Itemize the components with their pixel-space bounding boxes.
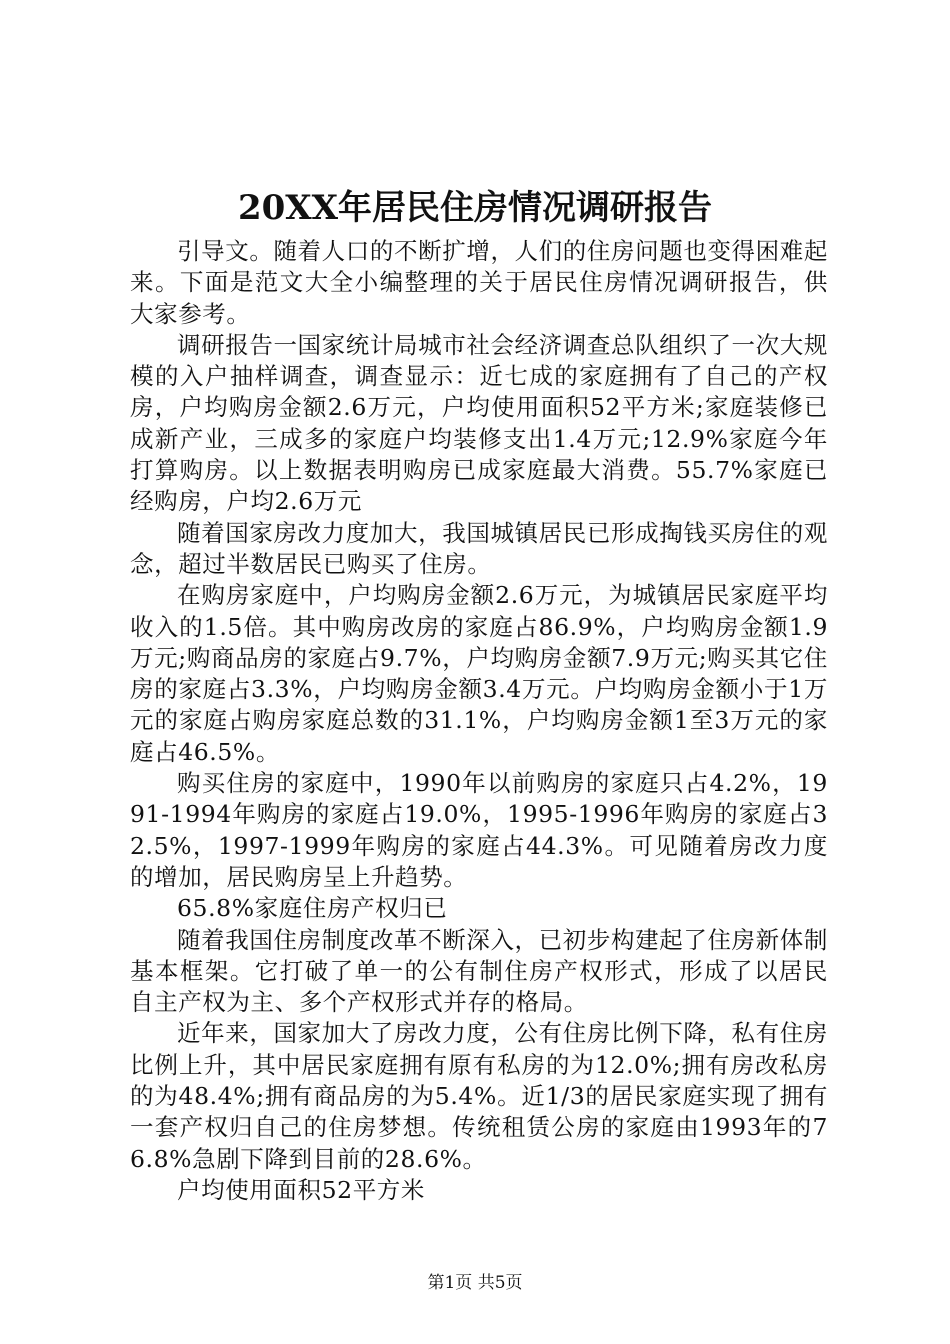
paragraph-purchase-years: 购买住房的家庭中，1990年以前购房的家庭只占4.2%，1991-1994年购房的家庭占19.0%，1995-1996年购房的家庭占32.5%，1997-1999年购房的家庭占44.3%。可见随着房改力度的增加，居民购房呈上升趋势。 xyxy=(130,769,828,891)
document-title: 20XX年居民住房情况调研报告 xyxy=(237,188,713,228)
paragraph-intro: 引导文。随着人口的不断扩增，人们的住房问题也变得困难起来。下面是范文大全小编整理的关于居民住房情况调研报告，供大家参考。 xyxy=(130,237,828,328)
document-body xyxy=(130,236,828,1206)
paragraph-housing-system: 随着我国住房制度改革不断深入，已初步构建起了住房新体制基本框架。它打破了单一的公有制住房产权形式，形成了以居民自主产权为主、多个产权形式并存的格局。 xyxy=(130,925,828,1017)
paragraph-purchase-amount: 在购房家庭中，户均购房金额2.6万元，为城镇居民家庭平均收入的1.5倍。其中购房改房的家庭占86.9%，户均购房金额1.9万元;购商品房的家庭占9.7%，户均购房金额7.9万元;购买其它住房的家庭占3.3%，户均购房金额3.4万元。户均购房金额小于1万元的家庭占购房家庭总数的31.1%，户均购房金额1至3万元的家庭占46.5%。 xyxy=(130,581,828,766)
paragraph-heading-area: 户均使用面积52平方米 xyxy=(177,1175,426,1204)
page-footer: 第1页 共5页 xyxy=(427,1273,523,1293)
paragraph-reform: 随着国家房改力度加大，我国城镇居民已形成掏钱买房住的观念，超过半数居民已购买了住房。 xyxy=(130,518,828,578)
paragraph-private-housing: 近年来，国家加大了房改力度，公有住房比例下降，私有住房比例上升，其中居民家庭拥有原有私房的为12.0%;拥有房改私房的为48.4%;拥有商品房的为5.4%。近1/3的居民家庭实现了拥有一套产权归自己的住房梦想。传统租赁公房的家庭由1993年的76.8%急剧下降到目前的28.6%。 xyxy=(130,1019,828,1173)
paragraph-heading-ownership: 65.8%家庭住房产权归已 xyxy=(177,894,448,923)
paragraph-survey: 调研报告一国家统计局城市社会经济调查总队组织了一次大规模的入户抽样调查，调查显示：近七成的家庭拥有了自己的产权房，户均购房金额2.6万元，户均使用面积52平方米;家庭装修已成新产业，三成多的家庭户均装修支出1.4万元;12.9%家庭今年打算购房。以上数据表明购房已成家庭最大消费。55.7%家庭已经购房，户均2.6万元 xyxy=(130,330,828,516)
